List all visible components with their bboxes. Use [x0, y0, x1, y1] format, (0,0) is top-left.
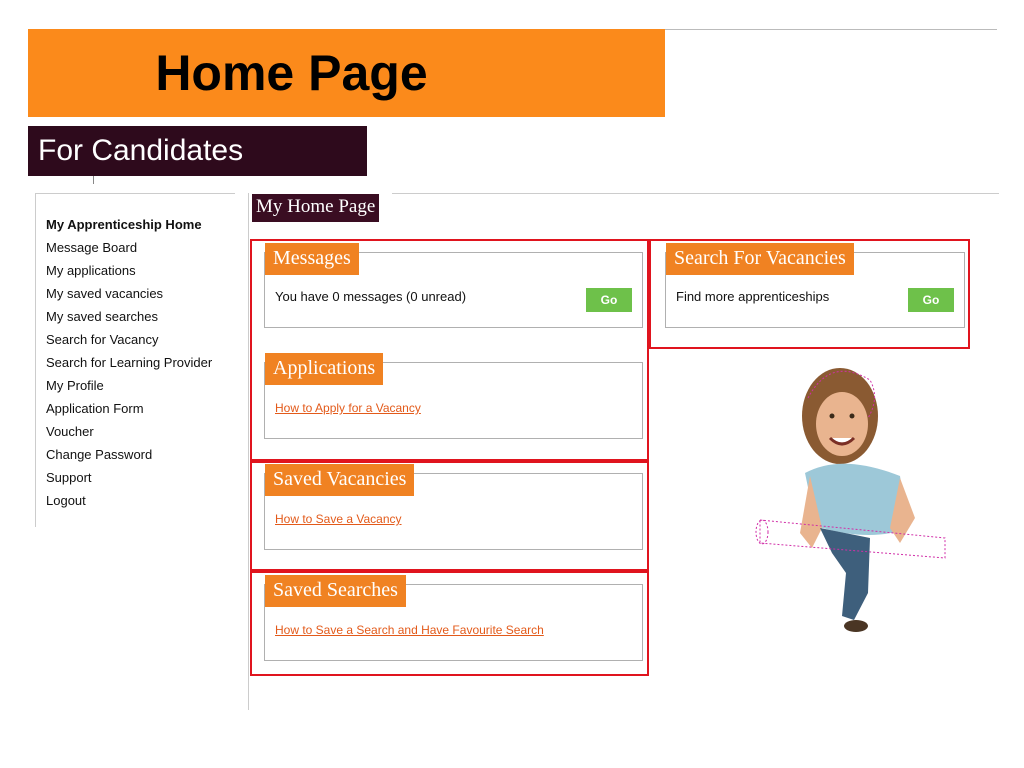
search-vacancies-panel: [665, 247, 965, 328]
messages-status-text: You have 0 messages (0 unread): [275, 289, 467, 304]
sidebar-nav: [46, 213, 212, 512]
applications-panel: [264, 357, 643, 439]
search-vacancies-go-button[interactable]: Go: [908, 288, 954, 312]
sidebar-item-change-password[interactable]: Change Password: [46, 447, 153, 462]
title-rule: [665, 29, 997, 30]
sidebar-item-logout[interactable]: Logout: [46, 493, 86, 508]
saved-vacancies-panel: [264, 468, 643, 550]
saved-searches-panel-title: Saved Searches: [265, 575, 406, 607]
sidebar-item-application-form[interactable]: Application Form: [46, 401, 144, 416]
sidebar-item-my-applications[interactable]: My applications: [46, 263, 136, 278]
search-vacancies-panel-title: Search For Vacancies: [666, 243, 854, 275]
messages-panel: [264, 247, 643, 328]
sidebar-border: [35, 193, 36, 527]
save-vacancy-link[interactable]: How to Save a Vacancy: [275, 512, 402, 526]
slide-title: Home Page: [155, 45, 428, 101]
sidebar-item-my-saved-searches[interactable]: My saved searches: [46, 309, 158, 324]
sidebar-item-support[interactable]: Support: [46, 470, 92, 485]
subtitle-tick: [93, 176, 94, 184]
content-divider: [248, 193, 249, 710]
save-search-link[interactable]: How to Save a Search and Have Favourite Search: [275, 623, 544, 637]
slide-subtitle-bar: [28, 126, 367, 176]
content-top-rule: [392, 193, 999, 194]
smiling-woman-photo: [750, 358, 950, 643]
sidebar-item-voucher[interactable]: Voucher: [46, 424, 94, 439]
saved-vacancies-panel-title: Saved Vacancies: [265, 464, 414, 496]
messages-go-button[interactable]: Go: [586, 288, 632, 312]
search-vacancies-text: Find more apprenticeships: [676, 289, 830, 304]
sidebar-item-my-apprenticeship-home[interactable]: My Apprenticeship Home: [46, 217, 202, 232]
sidebar-item-message-board[interactable]: Message Board: [46, 240, 138, 255]
messages-panel-title: Messages: [265, 243, 359, 275]
sidebar-item-search-for-vacancy[interactable]: Search for Vacancy: [46, 332, 159, 347]
saved-searches-panel: [264, 579, 643, 661]
slide-subtitle: For Candidates: [38, 134, 244, 167]
sidebar-item-search-for-learning-provider[interactable]: Search for Learning Provider: [46, 355, 213, 370]
sidebar-item-my-saved-vacancies[interactable]: My saved vacancies: [46, 286, 164, 301]
slide-title-bar: [28, 29, 665, 117]
apply-vacancy-link[interactable]: How to Apply for a Vacancy: [275, 401, 421, 415]
sidebar-item-my-profile[interactable]: My Profile: [46, 378, 104, 393]
sidebar-border-top: [35, 193, 235, 194]
applications-panel-title: Applications: [265, 353, 383, 385]
page-heading: My Home Page: [252, 194, 379, 222]
